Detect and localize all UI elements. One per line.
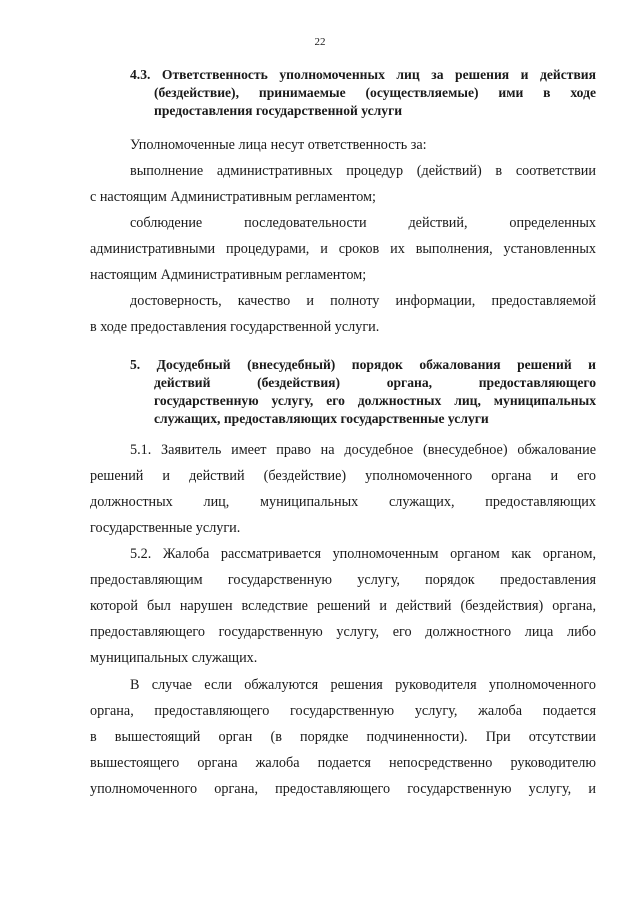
heading-line: государственную услугу, его должностных лиц, муниципальных: [154, 393, 596, 408]
paragraph: [90, 158, 596, 210]
paragraph: [90, 541, 596, 671]
paragraph-line: 5.1. Заявитель имеет право на досудебное (внесудебное) обжалование: [130, 442, 596, 458]
paragraph-line: настоящим Административным регламентом;: [90, 267, 367, 283]
paragraph-line: достоверность, качество и полноту информации, предоставляемой: [130, 293, 596, 309]
paragraph-line: муниципальных служащих.: [90, 650, 258, 666]
paragraph-line: в вышестоящий орган (в порядке подчиненности). При отсутствии: [90, 729, 596, 745]
heading-line: (бездействие), принимаемые (осуществляемые) ими в ходе: [154, 85, 596, 100]
paragraph-line: с настоящим Административным регламентом;: [90, 189, 376, 205]
paragraph-line: соблюдение последовательности действий, определенных: [130, 215, 596, 231]
paragraph: [90, 132, 596, 158]
paragraph: [90, 437, 596, 541]
page-number: 22: [314, 36, 326, 48]
paragraph-line: Уполномоченные лица несут ответственность за:: [130, 137, 427, 153]
paragraph-line: выполнение административных процедур (действий) в соответствии: [130, 163, 596, 179]
heading-line: 5. Досудебный (внесудебный) порядок обжалования решений и: [130, 357, 596, 372]
heading-line: действий (бездействия) органа, предоставляющего: [154, 375, 596, 390]
paragraph-line: административными процедурами, и сроков их выполнения, установленных: [90, 241, 596, 257]
paragraph-line: которой был нарушен вследствие решений и действий (бездействия) органа,: [90, 598, 596, 614]
paragraph-line: в ходе предоставления государственной услуги.: [90, 319, 380, 335]
paragraph-line: 5.2. Жалоба рассматривается уполномоченным органом как органом,: [130, 546, 596, 562]
paragraph-line: государственные услуги.: [90, 520, 241, 536]
paragraph-line: решений и действий (бездействие) уполномоченного органа и его: [90, 468, 596, 484]
paragraph-line: В случае если обжалуются решения руководителя уполномоченного: [130, 677, 596, 693]
heading-line: служащих, предоставляющих государственные услуги: [154, 411, 489, 426]
heading-line: предоставления государственной услуги: [154, 103, 403, 118]
paragraph-line: вышестоящего органа жалоба подается непосредственно руководителю: [90, 755, 596, 771]
paragraph-line: должностных лиц, муниципальных служащих, предоставляющих: [90, 494, 596, 510]
paragraph: [90, 210, 596, 288]
paragraph-line: органа, предоставляющего государственную услугу, жалоба подается: [90, 703, 596, 719]
paragraph-line: предоставляющим государственную услугу, порядок предоставления: [90, 572, 596, 588]
paragraph-line: уполномоченного органа, предоставляющего государственную услугу, и: [90, 781, 596, 797]
paragraph: [90, 288, 596, 340]
paragraph: [90, 672, 596, 802]
section-4-3-heading: [130, 66, 596, 120]
heading-line: 4.3. Ответственность уполномоченных лиц за решения и действия: [130, 67, 596, 82]
paragraph-line: предоставляющего государственную услугу, его должностного лица либо: [90, 624, 596, 640]
section-5-heading: [130, 356, 596, 428]
